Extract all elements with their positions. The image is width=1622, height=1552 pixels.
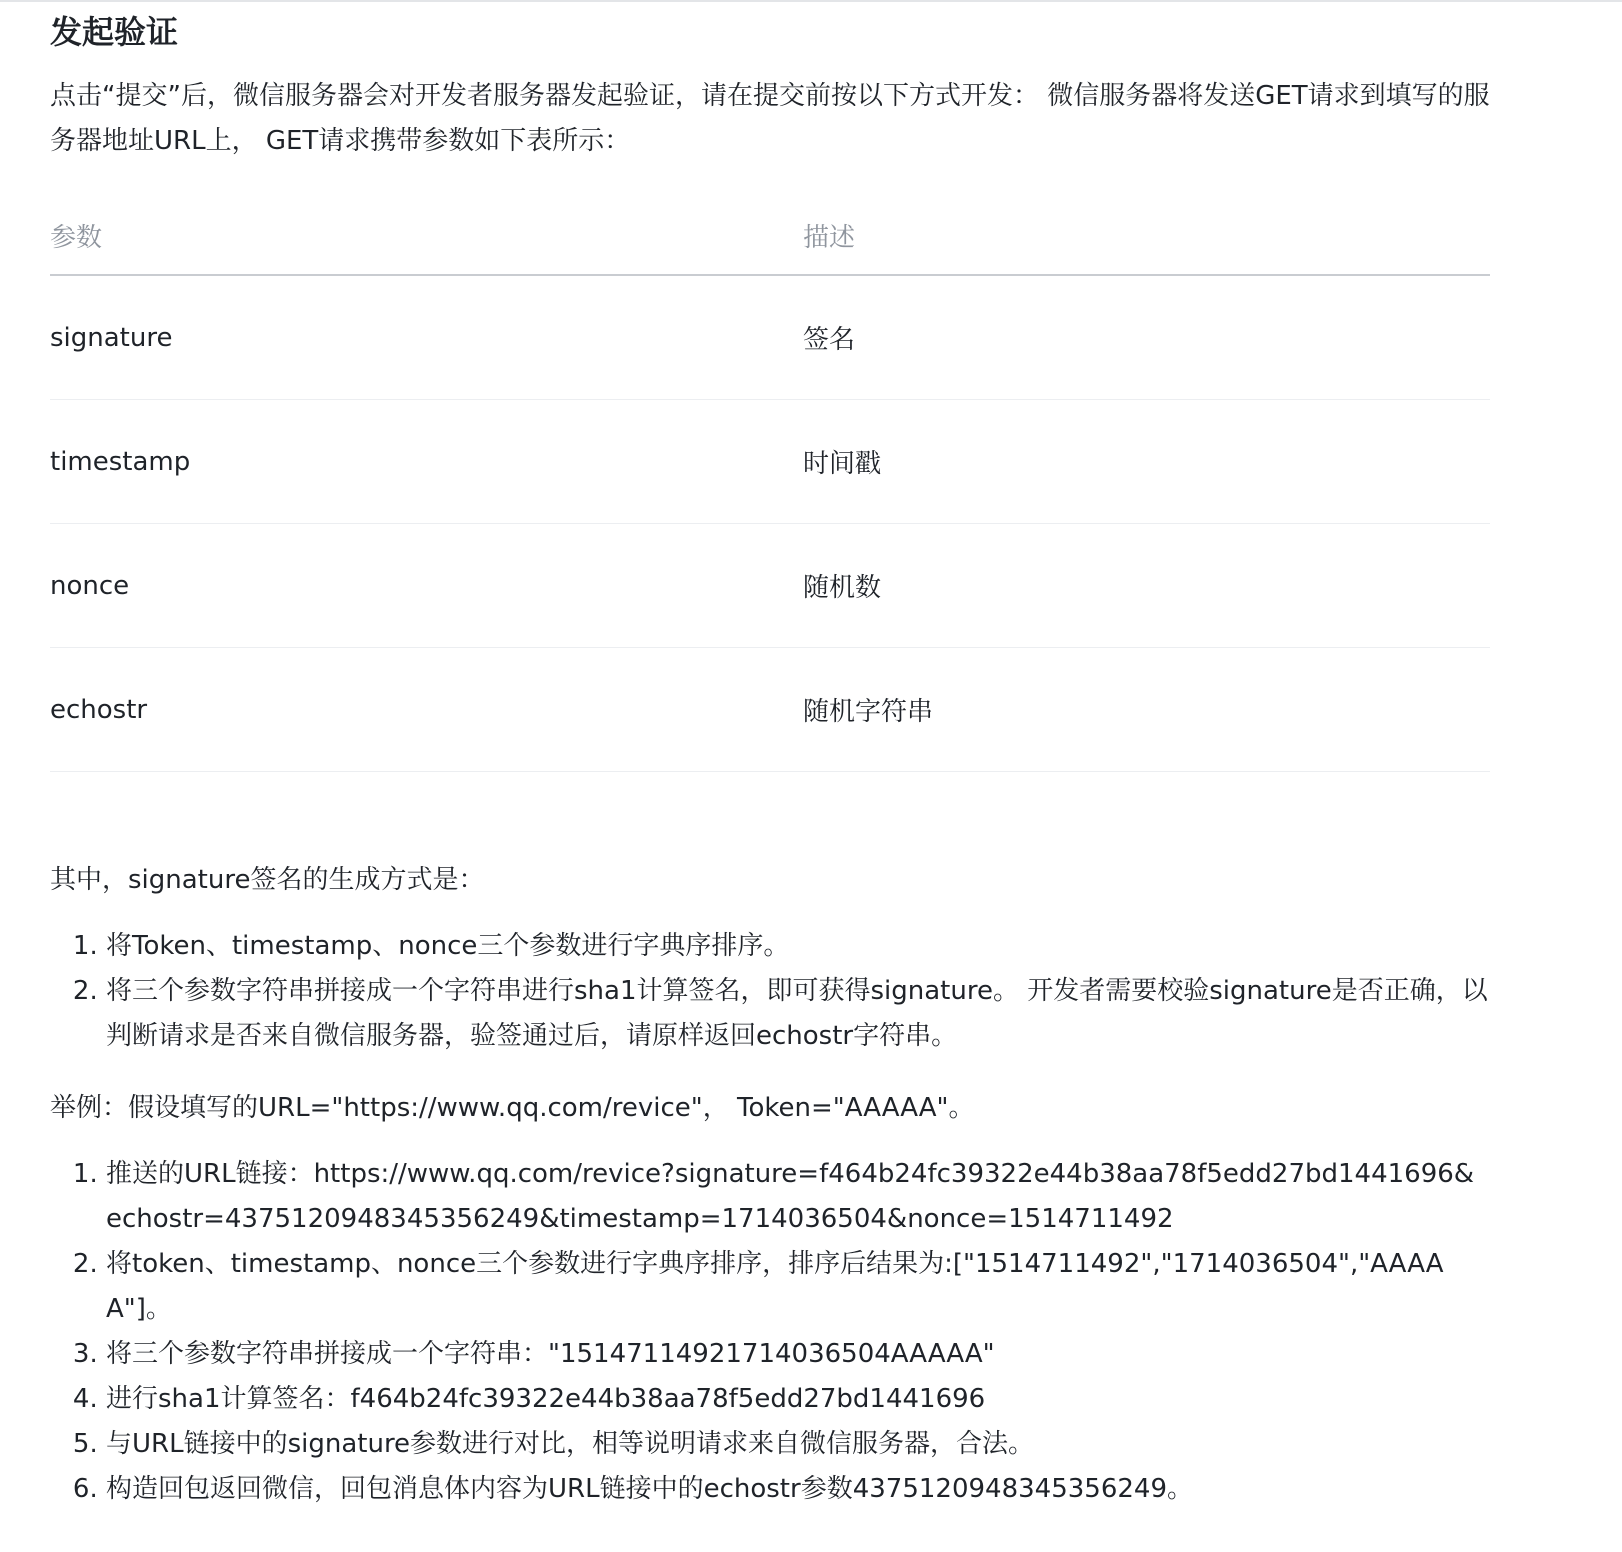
param-description-cell: 时间戳 [803,400,1490,524]
param-name-cell: echostr [50,648,803,772]
table-header-param: 参数 [50,196,803,275]
intro-paragraph: 点击“提交”后，微信服务器会对开发者服务器发起验证，请在提交前按以下方式开发： 微信服务器将发送GET请求到填写的服务器地址URL上， GET请求携带参数如下表所示： [50,81,1490,156]
param-name-cell: timestamp [50,400,803,524]
list-item: 1. 推送的URL链接：https://www.qq.com/revice?signature=f464b24fc39322e44b38aa78f5edd27bd1441696&echostr=4375120948345356249&timestamp=1714036504&nonce=1514711492 [106,1152,1490,1242]
top-divider [0,0,1622,2]
parameter-table [50,196,1490,772]
table-header-row [50,196,1490,275]
table-row [50,400,1490,524]
param-name-cell: signature [50,275,803,400]
table-row [50,275,1490,400]
param-description-cell: 随机字符串 [803,648,1490,772]
param-name-cell: nonce [50,524,803,648]
list-item: 4. 进行sha1计算签名：f464b24fc39322e44b38aa78f5edd27bd1441696 [106,1377,1490,1422]
param-description-cell: 随机数 [803,524,1490,648]
param-description-cell: 签名 [803,275,1490,400]
section-title: 发起验证 [50,13,179,51]
table-row [50,648,1490,772]
example-steps-list [50,1152,1490,1512]
list-item: 3. 将三个参数字符串拼接成一个字符串："15147114921714036504AAAAA" [106,1332,1490,1377]
list-item: 6. 构造回包返回微信，回包消息体内容为URL链接中的echostr参数4375120948345356249。 [106,1467,1490,1512]
signature-intro: 其中，signature签名的生成方式是： [50,865,485,895]
example-intro: 举例：假设填写的URL="https://www.qq.com/revice"， Token="AAAAA"。 [50,1093,975,1123]
table-header-description: 描述 [803,196,1490,275]
list-item: 2. 将三个参数字符串拼接成一个字符串进行sha1计算签名，即可获得signature。 开发者需要校验signature是否正确，以判断请求是否来自微信服务器，验签通过后，请原样返回echostr字符串。 [106,969,1490,1059]
list-item: 1. 将Token、timestamp、nonce三个参数进行字典序排序。 [106,924,1490,969]
table-row [50,524,1490,648]
list-item: 2. 将token、timestamp、nonce三个参数进行字典序排序，排序后结果为:["1514711492","1714036504","AAAAA"]。 [106,1242,1490,1332]
signature-steps-list [50,924,1490,1059]
list-item: 5. 与URL链接中的signature参数进行对比，相等说明请求来自微信服务器，合法。 [106,1422,1490,1467]
